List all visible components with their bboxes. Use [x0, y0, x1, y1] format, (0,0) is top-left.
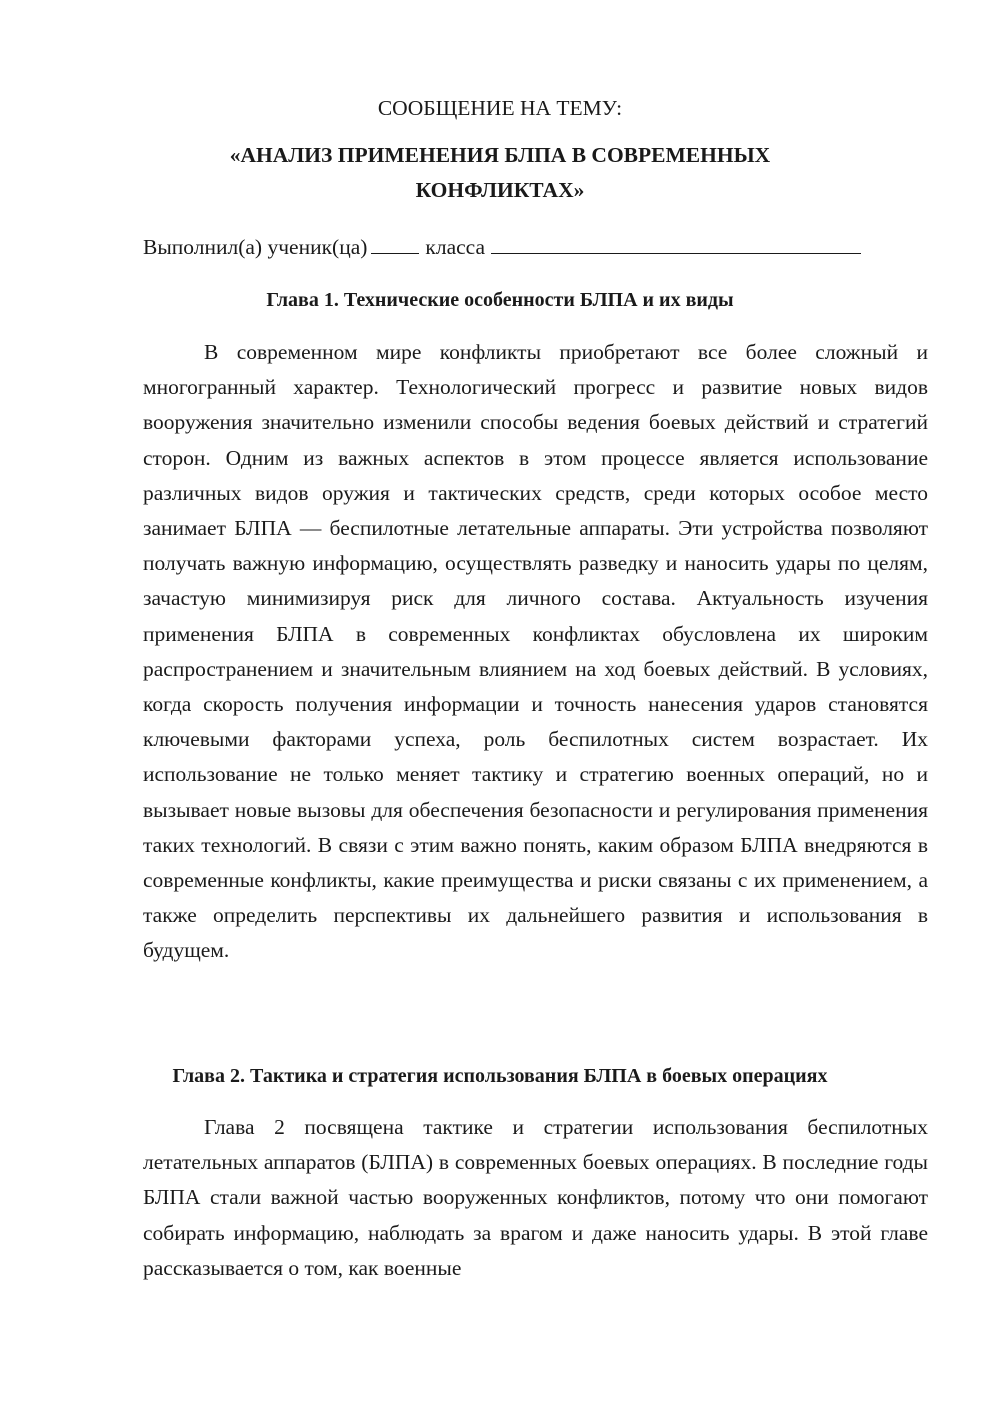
grade-blank-field — [371, 233, 419, 254]
class-label: класса — [425, 235, 486, 259]
chapter-1-paragraph: В современном мире конфликты приобретают все более сложный и многогранный характер. Технологический прогресс и развитие новых видов вооружения значительно изменили способы ведения боевых действий и стратегий сторон. Одним из важных аспектов в этом процессе является использование различных видов оружия и тактических средств, среди которых особое место занимает БЛПА — беспилотные летательные аппараты. Эти устройства позволяют получать важную информацию, осуществлять разведку и наносить удары по целям, зачастую минимизируя риск для личного состава. Актуальность изучения применения БЛПА в современных конфликтах обусловлена их широким распространением и значительным влиянием на ход боевых действий. В условиях, когда скорость получения информации и точность нанесения ударов становятся ключевыми факторами успеха, роль беспилотных систем возрастает. Их использование не только меняет тактику и стратегию военных операций, но и вызывает новые вызовы для обеспечения безопасности и регулирования применения таких технологий. В связи с этим важно понять, каким образом БЛПА внедряются в современные конфликты, какие преимущества и риски связаны с их применением, а также определить перспективы их дальнейшего развития и использования в будущем. — [143, 340, 928, 963]
document-title-line-2: «АНАЛИЗ ПРИМЕНЕНИЯ БЛПА В СОВРЕМЕННЫХ — [229, 143, 771, 167]
class-blank-field — [491, 233, 861, 254]
chapter-1-heading: Глава 1. Технические особенности БЛПА и их виды — [266, 289, 734, 311]
author-line — [143, 233, 861, 260]
document-title-line-1: СООБЩЕНИЕ НА ТЕМУ: — [377, 96, 623, 120]
author-label: Выполнил(а) ученик(ца) — [143, 235, 368, 259]
document-title-line-3: КОНФЛИКТАХ» — [415, 178, 585, 202]
chapter-2-heading: Глава 2. Тактика и стратегия использования БЛПА в боевых операциях — [172, 1065, 828, 1087]
chapter-2-paragraph: Глава 2 посвящена тактике и стратегии использования беспилотных летательных аппаратов (БЛПА) в современных боевых операциях. В последние годы БЛПА стали важной частью вооруженных конфликтов, потому что они помогают собирать информацию, наблюдать за врагом и даже наносить удары. В этой главе рассказывается о том, как военные — [143, 1115, 928, 1280]
